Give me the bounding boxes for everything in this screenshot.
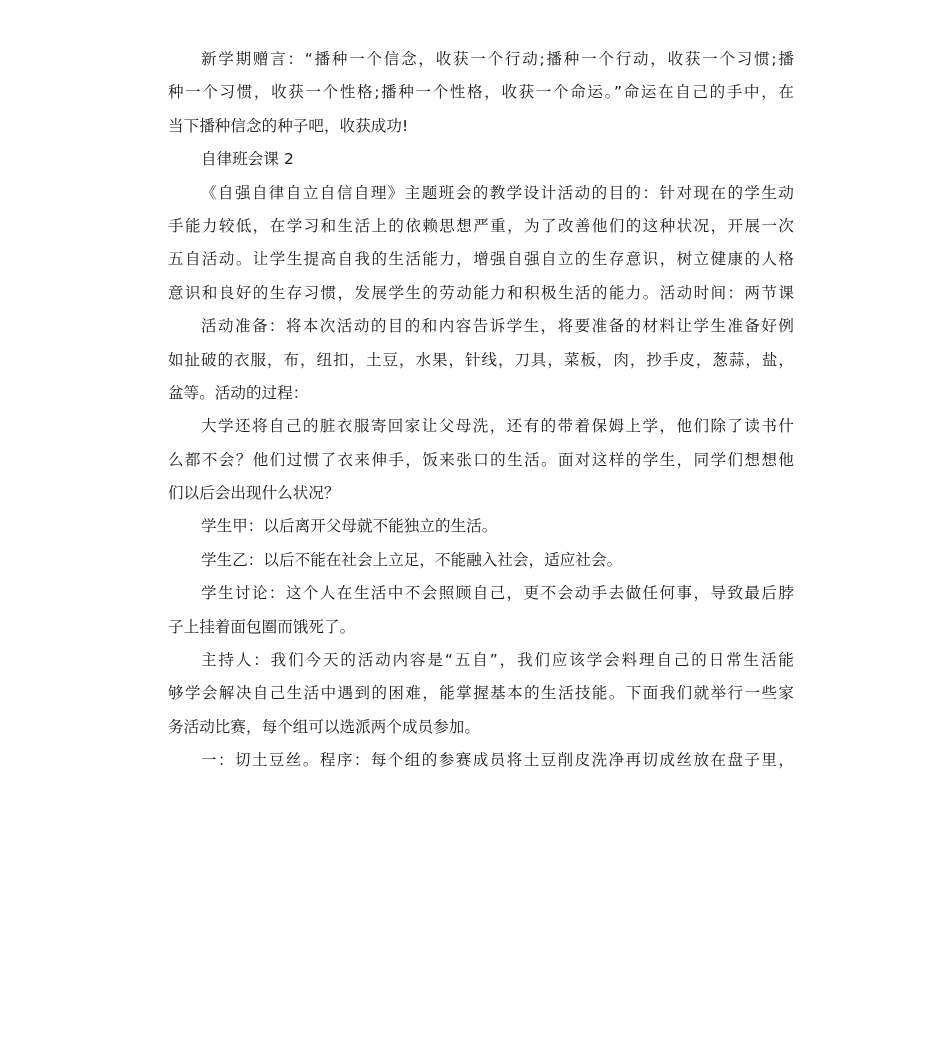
text-line: 子上挂着面包圈而饿死了。 [168,617,356,636]
text-line: 意识和良好的生存习惯，发展学生的劳动能力和积极生活的能力。活动时间：两节课 [168,283,794,302]
text-line: 学生讨论：这个人在生活中不会照顾自己，更不会动手去做任何事，导致最后脖 [201,584,794,603]
text-line: 务活动比赛，每个组可以选派两个成员参加。 [168,717,481,736]
text-line: 盆等。活动的过程： [168,383,309,402]
text-line: 自律班会课 2 [201,150,294,169]
text-line: 学生甲：以后离开父母就不能独立的生活。 [201,517,498,536]
text-line: 一：切土豆丝。程序：每个组的参赛成员将土豆削皮洗净再切成丝放在盘子里， [201,751,794,770]
text-line: 手能力较低，在学习和生活上的依赖思想严重，为了改善他们的这种状况，开展一次 [168,216,794,235]
document-body [168,43,794,778]
text-line: 如扯破的衣服，布，纽扣，土豆，水果，针线，刀具，菜板，肉，抄手皮，葱蒜，盐， [168,350,794,369]
text-line: 种一个习惯，收获一个性格;播种一个性格，收获一个命运。”命运在自己的手中，在 [168,83,794,102]
text-line: 够学会解决自己生活中遇到的困难，能掌握基本的生活技能。下面我们就举行一些家 [168,684,794,703]
text-line: 当下播种信念的种子吧，收获成功! [168,116,409,135]
text-line: 《自强自律自立自信自理》主题班会的教学设计活动的目的：针对现在的学生动 [201,183,794,202]
text-line: 么都不会？他们过惯了衣来伸手，饭来张口的生活。面对这样的学生，同学们想想他 [168,450,794,469]
text-line: 五自活动。让学生提高自我的生活能力，增强自强自立的生存意识，树立健康的人格 [168,250,794,269]
text-line: 新学期赠言：“播种一个信念，收获一个行动;播种一个行动，收获一个习惯;播 [201,50,794,68]
text-line: 学生乙：以后不能在社会上立足，不能融入社会，适应社会。 [201,550,623,569]
text-line: 们以后会出现什么状况？ [168,484,340,503]
text-line: 主持人：我们今天的活动内容是“五自”，我们应该学会料理自己的日常生活能 [201,651,794,670]
text-line: 活动准备：将本次活动的目的和内容告诉学生，将要准备的材料让学生准备好例 [201,317,794,336]
text-line: 大学还将自己的脏衣服寄回家让父母洗，还有的带着保姆上学，他们除了读书什 [201,417,794,436]
